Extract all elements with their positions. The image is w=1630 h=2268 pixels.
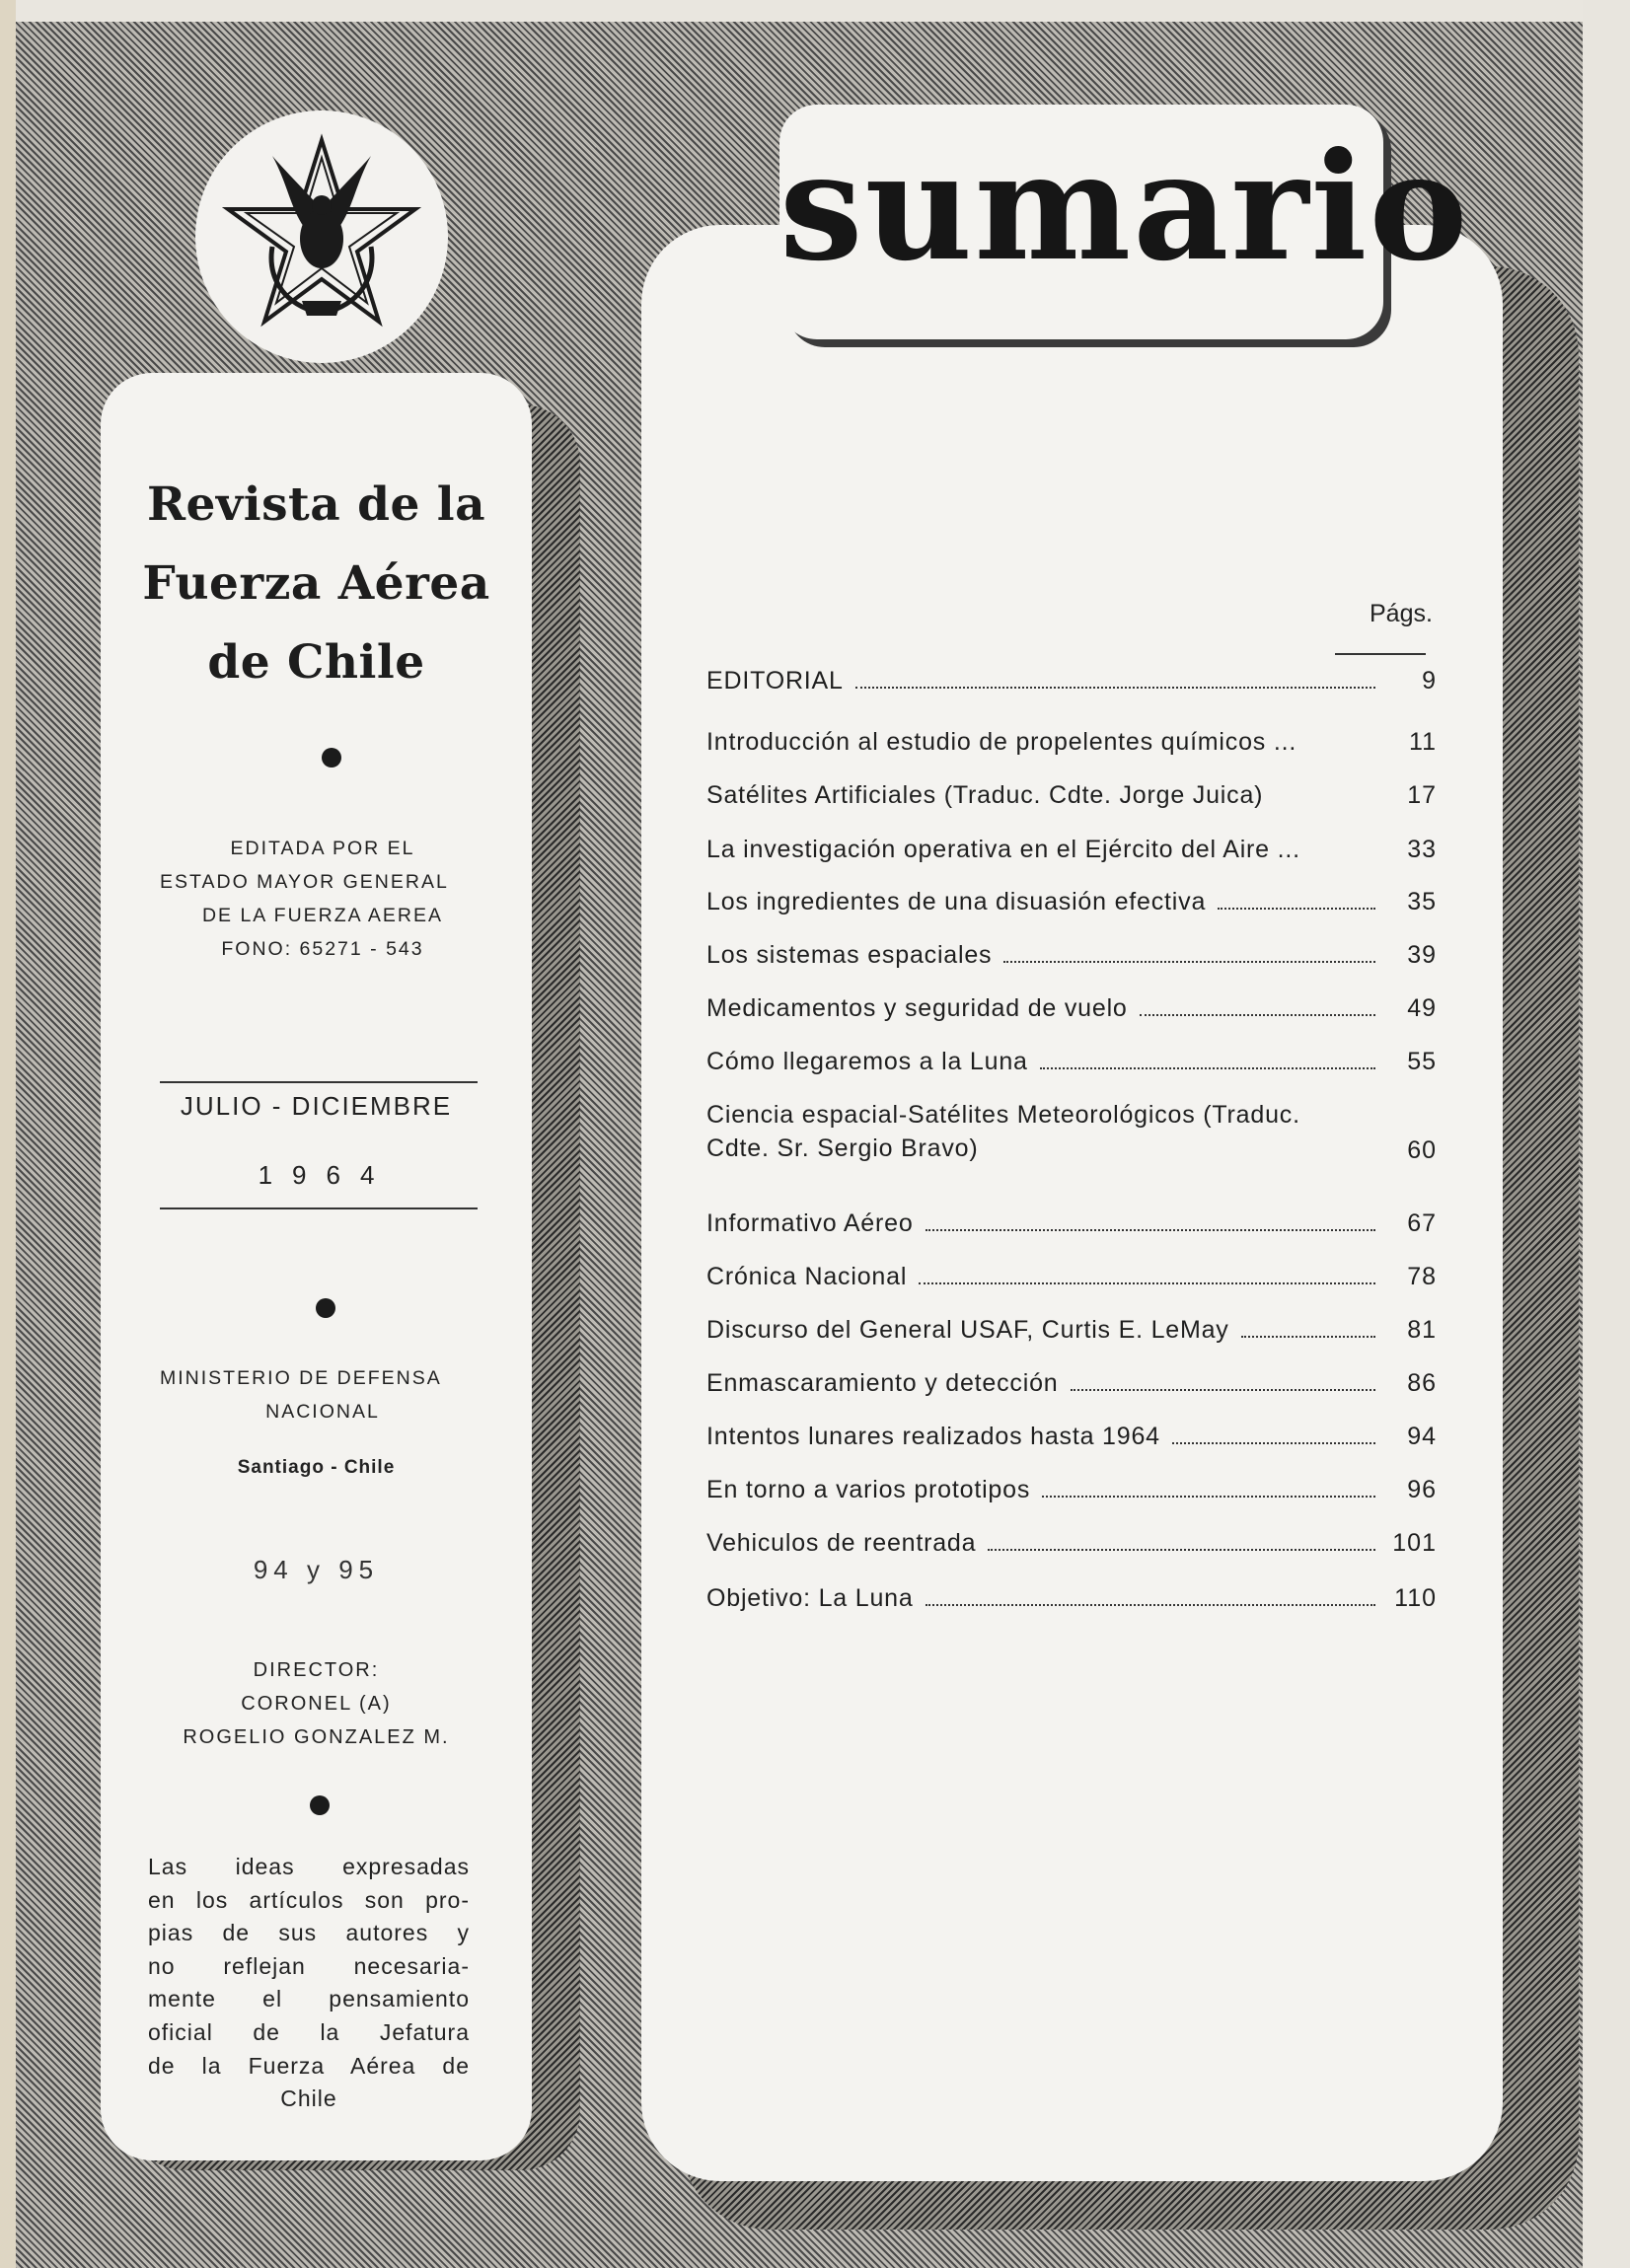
toc-entry[interactable] (706, 770, 1437, 810)
toc-entry-page: 96 (1407, 1476, 1437, 1503)
publisher-line: ESTADO MAYOR GENERAL (160, 871, 449, 893)
toc-entry-title: En torno a varios prototipos (706, 1476, 1031, 1503)
toc-entry[interactable] (706, 1412, 1437, 1451)
toc-entry-title: Cómo llegaremos a la Luna (706, 1048, 1028, 1075)
disclaimer-line: pias de sus autores y (148, 1920, 470, 1946)
disclaimer-line: de la Fuerza Aérea de (148, 2052, 470, 2079)
toc-leader-dots (1042, 1496, 1375, 1498)
publication-year: 1964 (258, 1160, 395, 1190)
toc-entry-page: 35 (1407, 888, 1437, 915)
toc-leader-dots (855, 687, 1375, 689)
toc-entry-page: 39 (1407, 941, 1437, 969)
toc-leader-dots (919, 1282, 1375, 1284)
publication-period: JULIO - DICIEMBRE (180, 1091, 453, 1121)
toc-entry-page: 81 (1407, 1316, 1437, 1344)
toc-entry[interactable] (706, 717, 1437, 757)
toc-entry-title: Discurso del General USAF, Curtis E. LeMay (706, 1316, 1229, 1344)
toc-entry-page: 9 (1422, 667, 1437, 695)
toc-entry[interactable] (706, 1086, 1437, 1165)
eagle-star-icon (213, 128, 430, 345)
toc-entry-title: Intentos lunares realizados hasta 1964 (706, 1423, 1160, 1450)
toc-entry[interactable] (706, 930, 1437, 970)
disclaimer-text (148, 1851, 470, 2116)
toc-entry[interactable] (706, 877, 1437, 916)
masthead-panel (101, 373, 532, 2160)
toc-entry[interactable] (706, 1252, 1437, 1291)
toc-leader-dots (1040, 1067, 1375, 1069)
toc-entry-page: 11 (1409, 728, 1437, 756)
disclaimer-line: Las ideas expresadas (148, 1854, 470, 1879)
toc-entry-title: Medicamentos y seguridad de vuelo (706, 994, 1128, 1022)
toc-entry[interactable] (706, 1199, 1437, 1238)
toc-entry-title: Informativo Aéreo (706, 1209, 914, 1237)
toc-leader-dots (1071, 1389, 1376, 1391)
toc-entry[interactable] (706, 656, 1437, 695)
issue-number: 94 y 95 (253, 1555, 380, 1584)
ministry-city: Santiago - Chile (237, 1457, 396, 1478)
toc-entry-title: Los sistemas espaciales (706, 941, 993, 969)
pages-column-rule (1335, 653, 1426, 655)
toc-entry[interactable] (706, 1465, 1437, 1504)
director-label: DIRECTOR: (253, 1659, 380, 1681)
toc-entry-title: EDITORIAL (706, 667, 844, 695)
publisher-block (160, 832, 485, 966)
disclaimer-line: Chile (280, 2085, 337, 2112)
director-name: ROGELIO GONZALEZ M. (183, 1726, 450, 1748)
toc-entry-page: 17 (1407, 781, 1437, 809)
toc-entry-title: Vehiculos de reentrada (706, 1529, 977, 1557)
toc-entry-page: 33 (1407, 836, 1437, 863)
toc-entry-page: 94 (1407, 1423, 1437, 1450)
magazine-title (101, 466, 532, 702)
toc-leader-dots (926, 1229, 1375, 1231)
toc-leader-dots (1140, 1014, 1375, 1016)
magazine-title-line: Fuerza Aérea (142, 556, 490, 611)
disclaimer-line: mente el pensamiento (148, 1986, 470, 2012)
toc-entry[interactable] (706, 1305, 1437, 1345)
toc-entry-page: 60 (1407, 1136, 1437, 1164)
magazine-title-line: de Chile (207, 635, 425, 690)
toc-leader-dots (1218, 908, 1375, 910)
paper-edge-right (1583, 0, 1630, 2268)
divider-rule (160, 1207, 478, 1209)
bullet-dot (322, 748, 341, 768)
paper-edge-top (0, 0, 1630, 22)
toc-entry-title: Objetivo: La Luna (706, 1584, 914, 1612)
toc-leader-dots (1241, 1336, 1375, 1338)
pages-column-label: Págs. (1370, 600, 1433, 627)
toc-entry[interactable] (706, 1037, 1437, 1076)
toc-leader-dots (988, 1549, 1375, 1551)
toc-entry-page: 110 (1394, 1584, 1437, 1612)
toc-entry[interactable] (706, 1573, 1437, 1613)
disclaimer-line: oficial de la Jefatura (148, 2018, 470, 2045)
toc-entry-title: Enmascaramiento y detección (706, 1369, 1059, 1397)
disclaimer-line: no reflejan necesaria- (148, 1952, 470, 1979)
director-rank: CORONEL (A) (241, 1693, 392, 1715)
ministry-line: NACIONAL (265, 1401, 380, 1423)
toc-entry-title: Ciencia espacial-Satélites Meteorológicos (Traduc. Cdte. Sr. Sergio Bravo) (706, 1101, 1300, 1162)
toc-entry-title: Crónica Nacional (706, 1263, 908, 1290)
magazine-title-line: Revista de la (146, 477, 486, 532)
paper-edge-left (0, 0, 16, 2268)
toc-leader-dots (1003, 961, 1375, 963)
toc-leader-dots (926, 1604, 1375, 1606)
toc-entry-page: 86 (1407, 1369, 1437, 1397)
toc-entry-page: 49 (1407, 994, 1437, 1022)
toc-entry-title: Los ingredientes de una disuasión efectiva (706, 888, 1207, 915)
toc-entry[interactable] (706, 1518, 1437, 1558)
toc-entry-title: La investigación operativa en el Ejército del Aire ... (706, 836, 1300, 863)
director-block (101, 1653, 532, 1754)
toc-entry-title: Introducción al estudio de propelentes químicos ... (706, 728, 1297, 756)
toc-leader-dots (1172, 1442, 1375, 1444)
publisher-line: DE LA FUERZA AEREA (201, 905, 444, 926)
toc-entry-title: Satélites Artificiales (Traduc. Cdte. Jorge Juica) (706, 781, 1264, 809)
disclaimer-line: en los artículos son pro- (148, 1886, 470, 1913)
bullet-dot (316, 1298, 335, 1318)
publisher-line: EDITADA POR EL (230, 838, 415, 859)
toc-entry-page: 101 (1392, 1529, 1437, 1557)
toc-entry-page: 67 (1407, 1209, 1437, 1237)
toc-entry[interactable] (706, 984, 1437, 1023)
toc-entry[interactable] (706, 825, 1437, 864)
bullet-dot (310, 1795, 330, 1815)
toc-entry-page: 78 (1407, 1263, 1437, 1290)
ministry-line: MINISTERIO DE DEFENSA (160, 1367, 442, 1389)
divider-rule (160, 1081, 478, 1083)
air-force-emblem (195, 110, 448, 363)
toc-entry[interactable] (706, 1358, 1437, 1398)
publisher-line: FONO: 65271 - 543 (221, 938, 424, 960)
toc-entry-page: 55 (1407, 1048, 1437, 1075)
ministry-block (160, 1361, 485, 1428)
summary-heading: sumario (779, 120, 1470, 294)
